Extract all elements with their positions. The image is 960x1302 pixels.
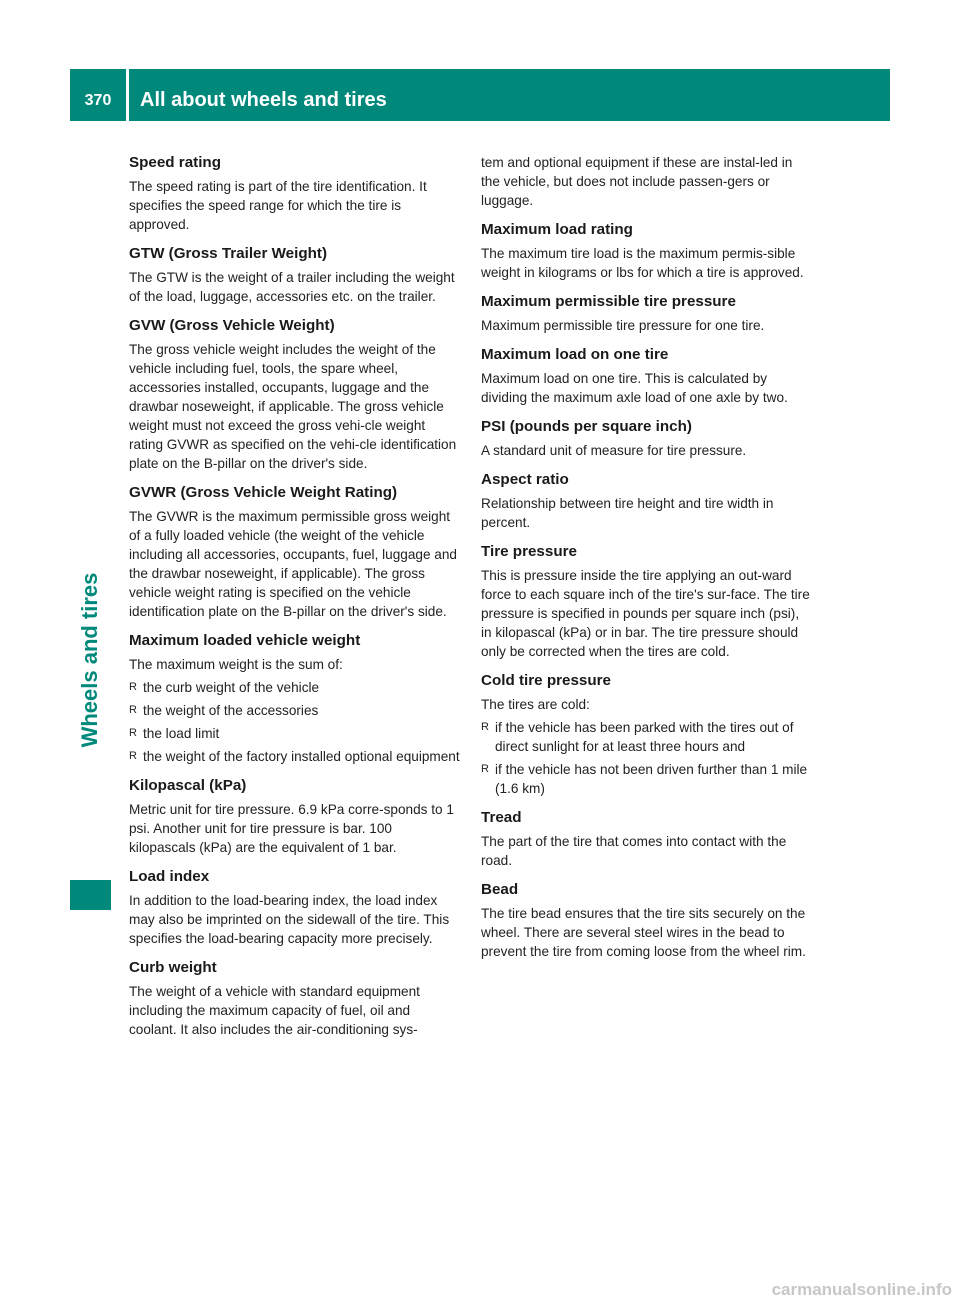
heading-psi: PSI (pounds per square inch) [481, 418, 692, 435]
heading-gtw: GTW (Gross Trailer Weight) [129, 245, 328, 262]
list-cold-tire-pressure [481, 718, 813, 798]
list-item [129, 678, 461, 697]
watermark: carmanualsonline.info [771, 1280, 952, 1299]
bullet-icon: R [481, 721, 489, 733]
heading-tire-pressure: Tire pressure [481, 543, 577, 560]
section-tab-marker [70, 880, 111, 910]
text-tread: The part of the tire that comes into contact with the road. [481, 834, 787, 868]
list-item-text: the curb weight of the vehicle [143, 680, 320, 695]
text-gvw: The gross vehicle weight includes the weight of the vehicle including fuel, tools, the spare wheel, accessories installed, occupants, luggage and the drawbar noseweight, if applicable. The gross vehicle weight must not exceed the gross vehi-cle weight rating GVWR as specified on the vehi-cle identification plate on the B-pillar on the driver's side. [129, 342, 457, 471]
list-item [129, 724, 461, 743]
text-speed-rating: The speed rating is part of the tire identification. It specifies the speed range for which the tire is approved. [129, 179, 427, 232]
list-item-text: if the vehicle has not been driven further than 1 mile (1.6 km) [495, 762, 808, 796]
heading-kilopascal: Kilopascal (kPa) [129, 777, 247, 794]
text-kilopascal: Metric unit for tire pressure. 6.9 kPa corre-sponds to 1 psi. Another unit for tire pressure is bar. 100 kilopascals (kPa) are the equivalent of 1 bar. [129, 802, 454, 855]
list-item-text: if the vehicle has been parked with the tires out of direct sunlight for at least three hours and [495, 720, 794, 754]
list-item [129, 701, 461, 720]
list-item-text: the weight of the accessories [143, 703, 319, 718]
text-load-index: In addition to the load-bearing index, the load index may also be imprinted on the sidewall of the tire. This specifies the load-bearing capacity more precisely. [129, 893, 450, 946]
text-gtw: The GTW is the weight of a trailer including the weight of the load, luggage, accessories etc. on the trailer. [129, 270, 455, 304]
page-number: 370 [84, 92, 112, 109]
heading-max-load-one-tire: Maximum load on one tire [481, 346, 669, 363]
heading-cold-tire-pressure: Cold tire pressure [481, 672, 611, 689]
bullet-icon: R [481, 763, 489, 775]
text-max-tire-pressure: Maximum permissible tire pressure for one tire. [481, 318, 765, 333]
heading-gvw: GVW (Gross Vehicle Weight) [129, 317, 335, 334]
list-item [481, 760, 813, 798]
text-curb-weight-continued: tem and optional equipment if these are instal-led in the vehicle, but does not include passen-gers or luggage. [481, 155, 793, 208]
heading-tread: Tread [481, 809, 522, 826]
bullet-icon: R [129, 681, 137, 693]
list-item [129, 747, 461, 766]
page-title: All about wheels and tires [140, 89, 387, 111]
heading-gvwr: GVWR (Gross Vehicle Weight Rating) [129, 484, 398, 501]
list-item-text: the load limit [143, 726, 220, 741]
list-item [481, 718, 813, 756]
text-curb-weight: The weight of a vehicle with standard equipment including the maximum capacity of fuel, oil and coolant. It also includes the air-conditioning sys- [129, 984, 420, 1037]
heading-max-tire-pressure: Maximum permissible tire pressure [481, 293, 736, 310]
text-bead: The tire bead ensures that the tire sits securely on the wheel. There are several steel wires in the bead to prevent the tire from coming loose from the wheel rim. [481, 906, 806, 959]
right-column [481, 153, 813, 971]
text-gvwr: The GVWR is the maximum permissible gross weight of a fully loaded vehicle (the weight of the vehicle including all accessories, occupants, fuel, luggage and the drawbar noseweight, if applicable). The gross vehicle weight rating is specified on the vehicle identification plate on the B-pillar on the driver's side. [129, 509, 457, 619]
left-column [129, 153, 461, 1049]
text-max-load-rating: The maximum tire load is the maximum permis-sible weight in kilograms or lbs for which a tire is approved. [481, 246, 804, 280]
bullet-icon: R [129, 727, 137, 739]
bullet-icon: R [129, 750, 137, 762]
section-side-label: Wheels and tires [77, 572, 102, 748]
heading-load-index: Load index [129, 868, 210, 885]
heading-aspect-ratio: Aspect ratio [481, 471, 569, 488]
text-aspect-ratio: Relationship between tire height and tire width in percent. [481, 496, 774, 530]
heading-bead: Bead [481, 881, 519, 898]
text-cold-tire-pressure: The tires are cold: [481, 697, 590, 712]
bullet-icon: R [129, 704, 137, 716]
heading-curb-weight: Curb weight [129, 959, 217, 976]
heading-max-loaded-weight: Maximum loaded vehicle weight [129, 632, 361, 649]
list-max-loaded-weight [129, 678, 461, 766]
text-max-load-one-tire: Maximum load on one tire. This is calculated by dividing the maximum axle load of one axle by two. [481, 371, 788, 405]
text-tire-pressure: This is pressure inside the tire applying an out-ward force to each square inch of the tire's sur-face. The tire pressure is specified in pounds per square inch (psi), in kilopascal (kPa) or in bar. The tire pressure should only be corrected when the tires are cold. [481, 568, 810, 659]
heading-max-load-rating: Maximum load rating [481, 221, 633, 238]
text-psi: A standard unit of measure for tire pressure. [481, 443, 747, 458]
header-divider [126, 69, 129, 121]
heading-speed-rating: Speed rating [129, 154, 221, 171]
list-item-text: the weight of the factory installed optional equipment [143, 749, 460, 764]
text-max-loaded-weight: The maximum weight is the sum of: [129, 657, 343, 672]
